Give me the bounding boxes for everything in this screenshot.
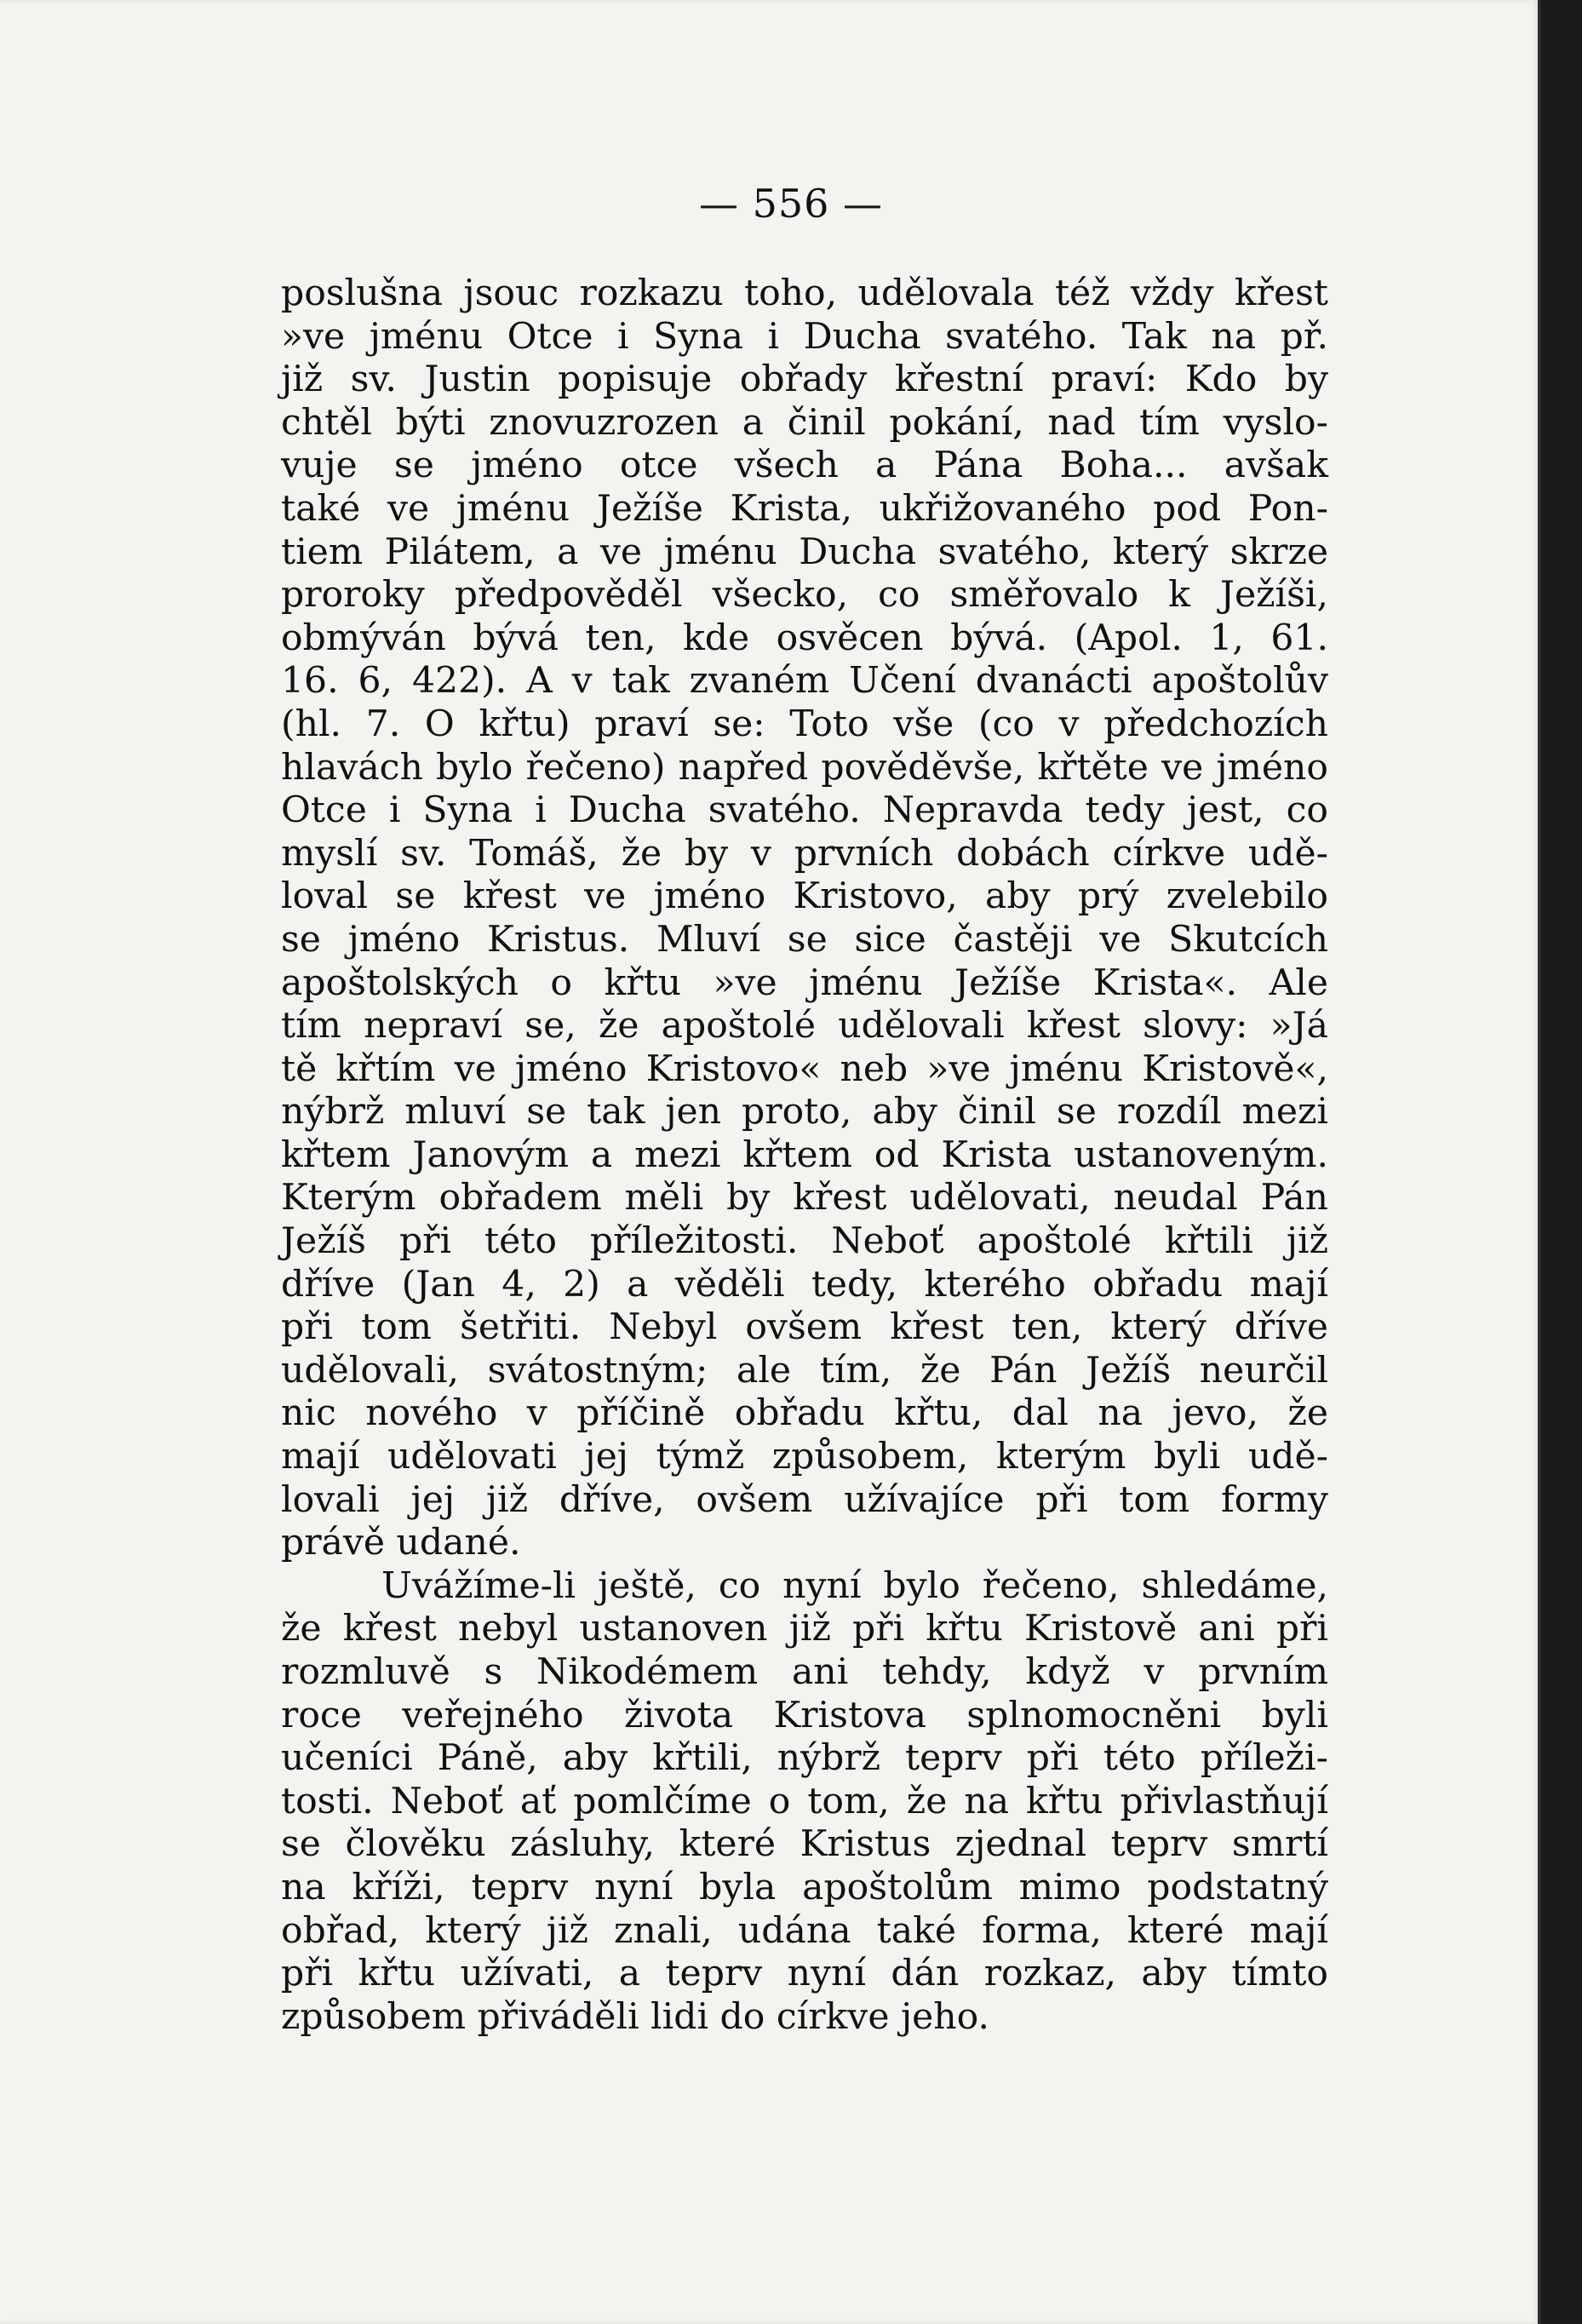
text-line: při tom šetřiti. Nebyl ovšem křest ten, který dříve	[281, 1306, 1328, 1349]
text-line: se člověku zásluhy, které Kristus zjednal teprv smrtí	[281, 1823, 1328, 1866]
text-line: apoštolských o křtu »ve jménu Ježíše Krista«. Ale	[281, 961, 1328, 1004]
text-line: lovali jej již dříve, ovšem užívajíce při tom formy	[281, 1478, 1328, 1521]
text-line: roce veřejného života Kristova splnomocněni byli	[281, 1694, 1328, 1736]
text-line: že křest nebyl ustanoven již při křtu Kristově ani při	[281, 1608, 1328, 1650]
text-line: nýbrž mluví se tak jen proto, aby činil se rozdíl mezi	[281, 1091, 1328, 1133]
text-line: udělovali, svátostným; ale tím, že Pán Ježíš neurčil	[281, 1349, 1328, 1392]
text-line: Uvážíme-li ještě, co nyní bylo řečeno, shledáme,	[381, 1564, 1328, 1607]
text-line: tím nepraví se, že apoštolé udělovali křest slovy: »Já	[281, 1005, 1328, 1047]
text-line: dříve (Jan 4, 2) a věděli tedy, kterého obřadu mají	[281, 1263, 1328, 1305]
text-line: učeníci Páně, aby křtili, nýbrž teprv při této příleži-	[281, 1737, 1328, 1780]
text-line: hlavách bylo řečeno) napřed pověděvše, křtěte ve jméno	[281, 746, 1328, 789]
text-line: obmýván bývá ten, kde osvěcen bývá. (Apol. 1, 61.	[281, 617, 1328, 659]
text-line: na kříži, teprv nyní byla apoštolům mimo podstatný	[281, 1866, 1328, 1908]
text-line: rozmluvě s Nikodémem ani tehdy, když v prvním	[281, 1651, 1328, 1693]
text-line: tosti. Neboť ať pomlčíme o tom, že na křtu přivlastňují	[281, 1780, 1328, 1822]
text-line: se jméno Kristus. Mluví se sice častěji ve Skutcích	[281, 918, 1328, 961]
text-line: způsobem přiváděli lidi do církve jeho.	[281, 1995, 990, 2038]
text-line: proroky předpověděl všecko, co směřovalo k Ježíši,	[281, 574, 1328, 617]
text-line: již sv. Justin popisuje obřady křestní praví: Kdo by	[281, 359, 1328, 401]
text-line: (hl. 7. O křtu) praví se: Toto vše (co v předchozích	[281, 703, 1328, 745]
text-line: Ježíš při této příležitosti. Neboť apoštolé křtili již	[281, 1220, 1328, 1263]
text-line: mají udělovati jej týmž způsobem, kterým byli udě-	[281, 1436, 1328, 1478]
text-line: Otce i Syna i Ducha svatého. Nepravda tedy jest, co	[281, 789, 1328, 832]
text-line: tiem Pilátem, a ve jménu Ducha svatého, který skrze	[281, 531, 1328, 573]
text-line: chtěl býti znovuzrozen a činil pokání, nad tím vyslo-	[281, 401, 1328, 444]
body-text	[281, 273, 1328, 2039]
text-line: poslušna jsouc rozkazu toho, udělovala též vždy křest	[281, 273, 1328, 314]
text-line: vuje se jméno otce všech a Pána Boha... avšak	[281, 445, 1328, 487]
text-line: »ve jménu Otce i Syna i Ducha svatého. Tak na př.	[281, 315, 1328, 358]
page-number: — 556 —	[698, 181, 884, 227]
text-line: myslí sv. Tomáš, že by v prvních dobách církve udě-	[281, 832, 1328, 875]
text-line: obřad, který již znali, udána také forma, které mají	[281, 1909, 1328, 1952]
text-line: také ve jménu Ježíše Krista, ukřižovaného pod Pon-	[281, 487, 1328, 530]
text-line: tě křtím ve jméno Kristovo« neb »ve jménu Kristově«,	[281, 1047, 1328, 1090]
text-line: Kterým obřadem měli by křest udělovati, neudal Pán	[281, 1177, 1328, 1219]
text-line: nic nového v příčině obřadu křtu, dal na jevo, že	[281, 1392, 1328, 1435]
text-line: křtem Janovým a mezi křtem od Krista ustanoveným.	[281, 1133, 1328, 1176]
text-line: 16. 6, 422). A v tak zvaném Učení dvanácti apoštolův	[281, 660, 1328, 703]
text-line: právě udané.	[281, 1522, 521, 1564]
scan-border	[1541, 0, 1582, 2324]
text-line: loval se křest ve jméno Kristovo, aby prý zvelebilo	[281, 875, 1328, 918]
text-line: při křtu užívati, a teprv nyní dán rozkaz, aby tímto	[281, 1953, 1328, 1995]
